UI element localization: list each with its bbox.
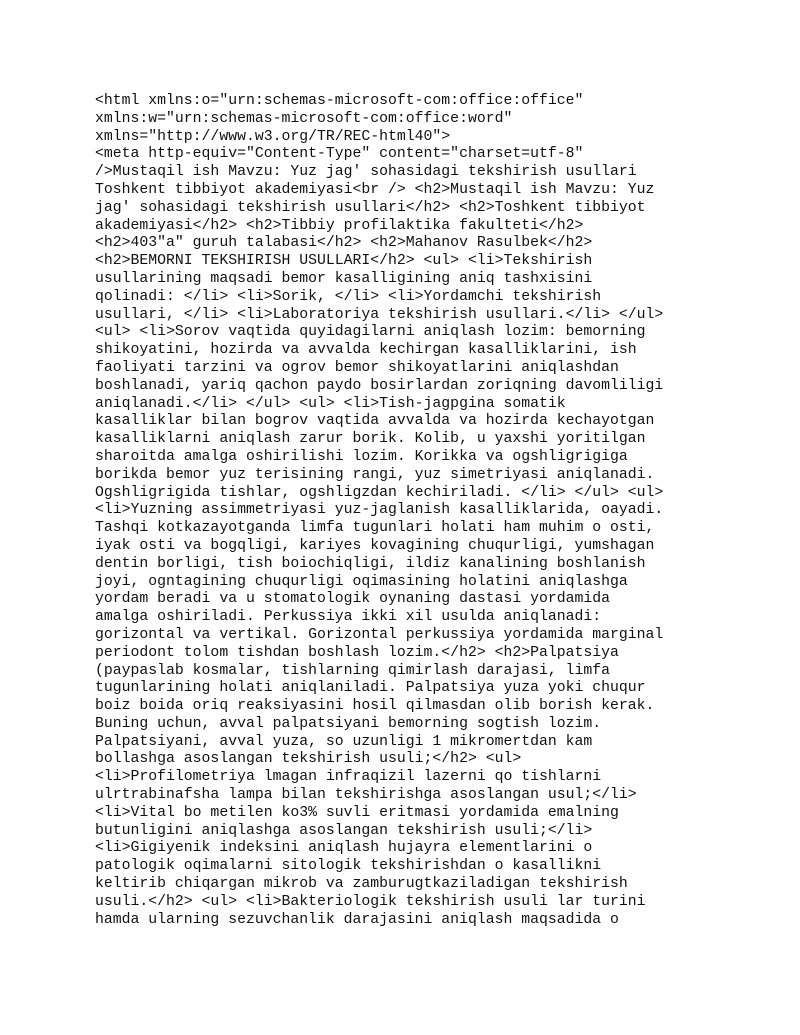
document-text-line: <ul> <li>Sorov vaqtida quyidagilarni aniqlash lozim: bemorning: [95, 324, 646, 341]
document-text-line: keltirib chiqargan mikrob va zamburugtkaziladigan tekshirish: [95, 876, 628, 893]
document-text-line: dentin borligi, tish boiochiqligi, ildiz kanalining boshlanish: [95, 555, 646, 572]
document-text-line: <li>Yuzning assimmetriyasi yuz-jaglanish kasalliklarida, oayadi.: [95, 502, 664, 519]
document-text-line: boshlanadi, yariq qachon paydo bosirlardan zoriqning davomliligi: [95, 377, 664, 394]
document-text-line: usuli.</h2> <ul> <li>Bakteriologik tekshirish usuli lar turini: [95, 893, 646, 910]
document-text-line: Buning uchun, avval palpatsiyani bemorning sogtish lozim.: [95, 715, 602, 732]
document-text-line: Toshkent tibbiyot akademiyasi<br /> <h2>Mustaqil ish Mavzu: Yuz: [95, 181, 655, 198]
document-text-line: <h2>BEMORNI TEKSHIRISH USULLARI</h2> <ul> <li>Tekshirish: [95, 253, 593, 270]
document-text-line: ulrtrabinafsha lampa bilan tekshirishga asoslangan usul;</li>: [95, 787, 637, 804]
document-text-line: boiz boida oriq reaksiyasini hosil qilmasdan olib borish kerak.: [95, 698, 655, 715]
document-text-line: tugunlarining holati aniqlaniladi. Palpatsiya yuza yoki chuqur: [95, 680, 646, 697]
document-text-line: usullari, </li> <li>Laboratoriya tekshirish usullari.</li> </ul>: [95, 306, 664, 323]
document-text-line: butunligini aniqlashga asoslangan tekshirish usuli;</li>: [95, 822, 593, 839]
document-text-line: patologik oqimalarni sitologik tekshirishdan o kasallikni: [95, 858, 602, 875]
document-text-line: borikda bemor yuz terisining rangi, yuz simetriyasi aniqlanadi.: [95, 466, 655, 483]
document-text-line: amalga oshiriladi. Perkussiya ikki xil usulda aniqlanadi:: [95, 609, 602, 626]
document-text-line: <li>Gigiyenik indeksini aniqlash hujayra elementlarini o: [95, 840, 593, 857]
document-text-line: usullarining maqsadi bemor kasalligining aniq tashxisini: [95, 270, 593, 287]
document-text-line: hamda ularning sezuvchanlik darajasini aniqlash maqsadida o: [95, 911, 619, 928]
document-text-line: <html xmlns:o="urn:schemas-microsoft-com:office:office": [95, 93, 584, 109]
document-text-line: bollashga asoslangan tekshirish usuli;</h2> <ul>: [95, 751, 522, 768]
document-text-line: akademiyasi</h2> <h2>Tibbiy profilaktika fakulteti</h2>: [95, 217, 584, 234]
document-text-line: <li>Profilometriya lmagan infraqizil lazerni qo tishlarni: [95, 769, 602, 786]
document-text-line: iyak osti va bogqligi, kariyes kovagining chuqurligi, yumshagan: [95, 537, 655, 554]
document-text-line: aniqlanadi.</li> </ul> <ul> <li>Tish-jagpgina somatik: [95, 395, 566, 412]
document-text-line: periodont tolom tishdan boshlash lozim.</h2> <h2>Palpatsiya: [95, 644, 619, 661]
document-text-line: faoliyati tarzini va ogrov bemor shikoyatlarini aniqlashdan: [95, 359, 619, 376]
document-text-line: xmlns:w="urn:schemas-microsoft-com:office:word": [95, 110, 513, 127]
document-text-line: />Mustaqil ish Mavzu: Yuz jag' sohasidagi tekshirish usullari: [95, 164, 637, 181]
document-text-line: sharoitda amalga oshirilishi lozim. Korikka va ogshligrigiga: [95, 448, 628, 465]
document-text-line: yordam beradi va u stomatologik oynaning dastasi yordamida: [95, 591, 611, 608]
document-text-line: kasalliklar bilan bogrov vaqtida avvalda va hozirda kechayotgan: [95, 413, 655, 430]
document-text-line: qolinadi: </li> <li>Sorik, </li> <li>Yordamchi tekshirish: [95, 288, 602, 305]
document-text-line: <meta http-equiv="Content-Type" content="charset=utf-8": [95, 146, 584, 163]
document-text-line: kasalliklarni aniqlash zarur borik. Kolib, u yaxshi yoritilgan: [95, 431, 646, 448]
document-text-line: (paypaslab kosmalar, tishlarning qimirlash darajasi, limfa: [95, 662, 611, 679]
document-text-line: <h2>403"a" guruh talabasi</h2> <h2>Mahanov Rasulbek</h2>: [95, 235, 593, 252]
document-text-line: <li>Vital bo metilen ko3% suvli eritmasi yordamida emalning: [95, 804, 619, 821]
document-text-line: Ogshligrigida tishlar, ogshligzdan kechiriladi. </li> </ul> <ul>: [95, 484, 664, 501]
document-text-line: xmlns="http://www.w3.org/TR/REC-html40">: [95, 128, 451, 145]
document-text-line: jag' sohasidagi tekshirish usullari</h2> <h2>Toshkent tibbiyot: [95, 199, 646, 216]
document-text-line: Palpatsiyani, avval yuza, so uzunligi 1 mikromertdan kam: [95, 733, 593, 750]
document-body-text: [95, 93, 735, 929]
document-text-line: Tashqi kotkazayotganda limfa tugunlari holati ham muhim o osti,: [95, 520, 655, 537]
document-text-line: joyi, ogntagining chuqurligi oqimasining holatini aniqlashga: [95, 573, 628, 590]
document-text-line: shikoyatini, hozirda va avvalda kechirgan kasalliklarini, ish: [95, 342, 637, 359]
document-text-line: gorizontal va vertikal. Gorizontal perkussiya yordamida marginal: [95, 626, 664, 643]
